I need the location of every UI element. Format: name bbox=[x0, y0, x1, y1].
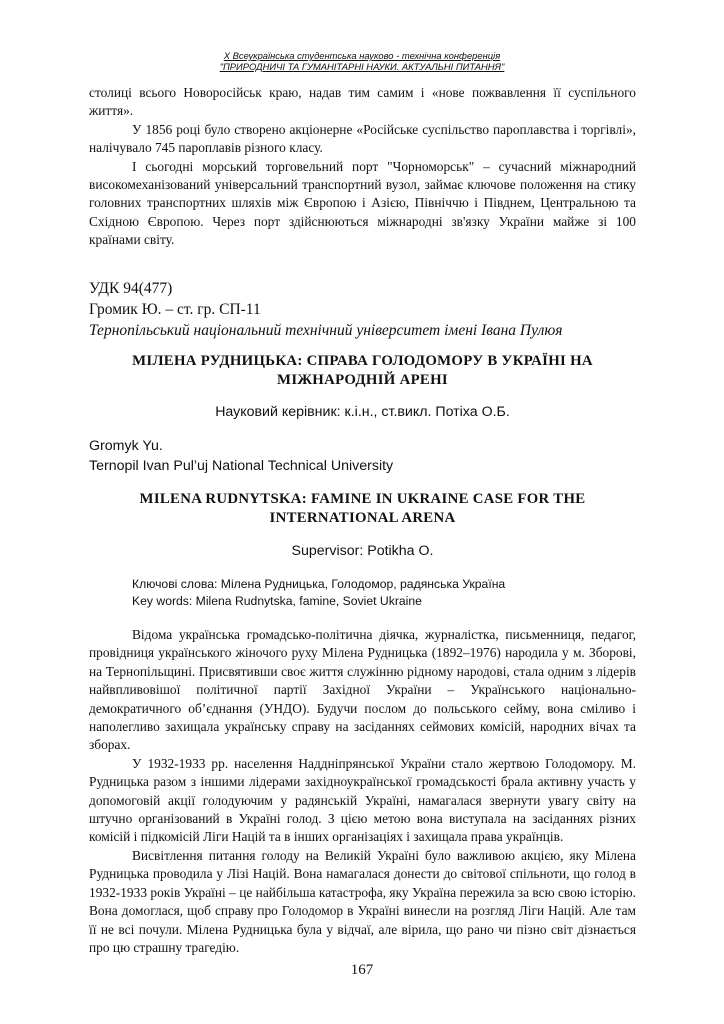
keywords-en: Key words: Milena Rudnytska, famine, Soviet Ukraine bbox=[132, 593, 422, 608]
keywords-ua: Ключові слова: Мілена Рудницька, Голодомор, радянська Україна bbox=[132, 577, 506, 591]
university-en: Ternopil Ivan Pul’uj National Technical University bbox=[89, 458, 394, 474]
article-title-en bbox=[89, 490, 636, 528]
conference-header-line1: X Всеукраїнська студентська науково - технічна конференція bbox=[223, 50, 501, 61]
university-ua: Тернопільський національний технічний університет імені Івана Пулюя bbox=[89, 322, 563, 339]
body-paragraph: Висвітлення питання голоду на Великій Україні було важливою акцією, яку Мілена Рудницька проводила у Лізі Націй. Вона намагалася донести до світової спільноти, що голод в 1932-1933 років Україні – це найбільша катастрофа, яку Україна пережила за всю свою історію. Вона домоглася, щоб справу про Голодомор в Україні винесли на розгляд Ліги Націй. Але там її не всі почули. Мілена Рудницька була у відчаї, але вірила, що рано чи пізно світ дізнається про цю страшну трагедію. bbox=[89, 847, 636, 955]
udk-code: УДК 94(477) bbox=[89, 280, 173, 297]
intro-paragraph: столиці всього Новоросійськ краю, надав тим самим і «нове пожвавлення її суспільного життя». bbox=[89, 85, 636, 119]
article-metadata-en bbox=[89, 436, 636, 476]
body-paragraph: У 1932-1933 рр. населення Наддніпрянської України стало жертвою Голодомору. М. Рудницька разом з іншими лідерами західноукраїнської громадськості брала активну участь у допомоговій акції голодуючим у радянській Україні, намагалася звернути увагу світу на штучно організований в Україні голод. З цією метою вона виступала на засіданнях різних комісій і підкомісій Ліги Націй та в інших організаціях і захищала права українців. bbox=[89, 755, 636, 845]
author-en: Gromyk Yu. bbox=[89, 438, 163, 454]
intro-paragraph: У 1856 році було створено акціонерне «Російське суспільство пароплавства і торгівлі», налічувало 745 пароплавів різного класу. bbox=[89, 121, 636, 156]
author-ua: Громик Ю. – ст. гр. СП-11 bbox=[89, 301, 261, 318]
body-paragraph: Відома українська громадсько-політична діячка, журналістка, письменниця, педагог, провідниця українського жіночого руху Мілена Рудницька (1892–1976) народила у м. Зборові, на Тернопільщині. Присвятивши своє життя служінню рідному народові, стала одним з лідерів найвпливовішої політичної партії Західної України – Українського національно-демократичного об’єднання (УНДО). Будучи послом до польського сейму, вона сміливо і наполегливо захищала українську справу на засіданнях сеймових комісій, народних вічах та зборах. bbox=[89, 627, 636, 753]
article-metadata-ua bbox=[89, 278, 636, 341]
keywords-block bbox=[132, 576, 636, 609]
conference-header-line2: "ПРИРОДНИЧІ ТА ГУМАНІТАРНІ НАУКИ. АКТУАЛЬНІ ПИТАННЯ" bbox=[219, 61, 505, 72]
article-title-en-line1: MILENA RUDNYTSKA: FAMINE IN UKRAINE CASE FOR THE bbox=[139, 491, 586, 507]
article-body bbox=[89, 626, 636, 957]
article-title-ua bbox=[89, 352, 636, 390]
conference-header bbox=[90, 50, 634, 72]
article-title-ua-line1: МІЛЕНА РУДНИЦЬКА: СПРАВА ГОЛОДОМОРУ В УКРАЇНІ НА bbox=[132, 353, 593, 369]
intro-paragraph: І сьогодні морський торговельний порт "Чорноморськ" – сучасний міжнародний високомеханізований універсальний транспортний вузол, займає ключове положення на стику головних транспортних шляхів між Європою і Азією, Північчю і Півднем, Центральною та Східною Європою. Через порт здійснюються міжнародні зв'язку України майже зі 100 країнами світу. bbox=[89, 158, 636, 248]
supervisor-en: Supervisor: Potikha O. bbox=[291, 543, 434, 559]
intro-text bbox=[89, 84, 636, 250]
page-number: 167 bbox=[350, 962, 374, 978]
article-title-ua-line2: МІЖНАРОДНІЙ АРЕНІ bbox=[277, 372, 448, 388]
article-title-en-line2: INTERNATIONAL ARENA bbox=[269, 510, 456, 526]
supervisor-ua: Науковий керівник: к.і.н., ст.викл. Потіха О.Б. bbox=[215, 404, 510, 420]
